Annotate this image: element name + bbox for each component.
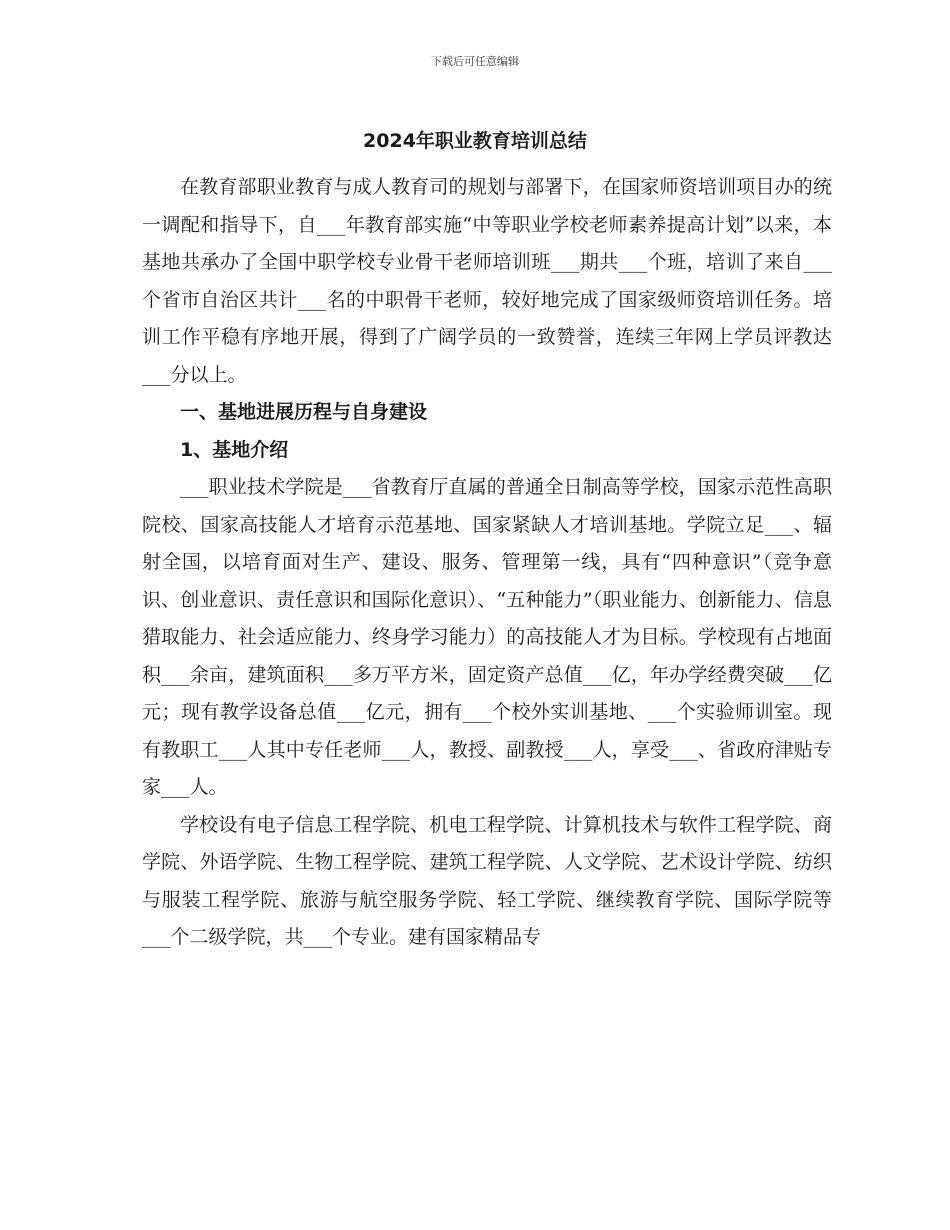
header-note: 下载后可任意编辑 (431, 55, 519, 68)
base-intro-paragraph: ___职业技术学院是___省教育厅直属的普通全日制高等学校，国家示范性高职院校、国家高技能人才培育示范基地、国家紧缺人才培训基地。学院立足___、辐射全国，以培育面对生产、建设、服务、管理第一线，具有“四种意识”（竞争意识、创业意识、责任意识和国际化意识）、“五种能力”（职业能力、创新能力、信息猎取能力、社会适应能力、终身学习能力）的高技能人才为目标。学校现有占地面积___余亩，建筑面积___多万平方米，固定资产总值___亿，年办学经费突破___亿元；现有教学设备总值___亿元，拥有___个校外实训基地、___个实验师训室。现有教职工___人其中专任老师___人，教授、副教授___人，享受___、省政府津贴专家___人。 (142, 476, 832, 798)
document-body (142, 169, 832, 957)
subsection-heading: 1、基地介绍 (180, 438, 289, 461)
intro-paragraph: 在教育部职业教育与成人教育司的规划与部署下，在国家师资培训项目办的统一调配和指导下，自___年教育部实施“中等职业学校老师素养提高计划”以来，本基地共承办了全国中职学校专业骨干老师培训班___期共___个班，培训了来自___个省市自治区共计___名的中职骨干老师，较好地完成了国家级师资培训任务。培训工作平稳有序地开展，得到了广阔学员的一致赞誉，连续三年网上学员评教达___分以上。 (142, 176, 832, 386)
document-title: 2024年职业教育培训总结 (363, 130, 587, 152)
colleges-paragraph: 学校设有电子信息工程学院、机电工程学院、计算机技术与软件工程学院、商学院、外语学院、生物工程学院、建筑工程学院、人文学院、艺术设计学院、纺织与服装工程学院、旅游与航空服务学院、轻工学院、继续教育学院、国际学院等___个二级学院，共___个专业。建有国家精品专 (142, 813, 832, 948)
section-heading: 一、基地进展历程与自身建设 (180, 401, 428, 423)
